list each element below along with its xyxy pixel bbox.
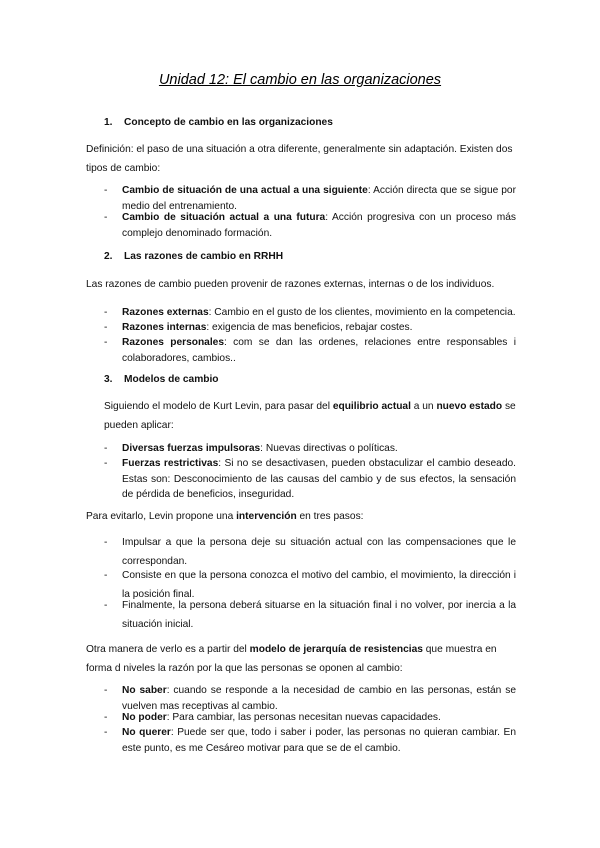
bullet-dash: - [104,307,108,318]
levin-paragraph: Siguiendo el modelo de Kurt Levin, para pasar del equilibrio actual a un nuevo estado se pueden aplicar: [104,401,516,431]
bullet-dash: - [104,337,108,348]
reasons-paragraph: Las razones de cambio pueden provenir de razones externas, internas o de los individuos. [86,279,495,290]
bullet-dash: - [104,322,108,333]
section-3-heading: 3. Modelos de cambio [104,374,219,385]
bullet-dash: - [104,712,108,723]
bullet-dash: - [104,185,108,196]
section-2-heading: 2. Las razones de cambio en RRHH [104,251,284,262]
bullet-dash: - [104,443,108,454]
definition-paragraph: Definición: el paso de una situación a otra diferente, generalmente sin adaptación. Existen dos tipos de cambio: [86,144,513,174]
bullet-dash: - [104,727,108,738]
bullet-dash: - [104,458,108,469]
page-title: Unidad 12: El cambio en las organizaciones [158,72,442,88]
bullet-dash: - [104,685,108,696]
document-page: Unidad 12: El cambio en las organizaciones 1. Concepto de cambio en las organizaciones Definición: el paso de una situación a otra diferente, generalmente sin adaptación. Existen dos tipos de cambio: - Cambio de situación de una actual a una siguiente: Acción directa que se sigue por medio del entrenamiento. - Cambio de situación actual a una futura: Acción progresiva con un proceso más complejo denominado formación. 2. Las razones de cambio en RRHH Las razones de cambio pueden provenir de razones externas, internas o de los individuos. - Razones externas: Cambio en el gusto de los clientes, movimiento en la competencia. - Razones internas: exigencia de mas beneficios, rebajar costes. - Razones personales: com se dan las ordenes, relaciones entre responsables i colaboradores, cambios.. 3. Modelos de cambio Siguiendo el modelo de Kurt Levin, para pasar del equilibrio actual a un nuevo estado se pueden aplicar: - Diversas fuerzas impulsoras: Nuevas directivas o políticas. - Fuerzas restrictivas: Si no se desactivasen, pueden obstaculizar el cambio deseado. Estas son: Desconocimiento de las causas del cambio y de sus efectos, la sensación de pérdida de beneficios, inseguridad. Para evitarlo, Levin propone una intervención en tres pasos: - Impulsar a que la persona deje su situación actual con las compensaciones que le correspondan. - Consiste en que la persona conozca el motivo del cambio, el movimiento, la dirección i la posición final. - Finalmente, la persona deberá situarse en la situación final i no volver, por inercia a la situación inicial. Otra manera de verlo es a partir del modelo de jerarquía de resistencias que muestra en forma d niveles la razón por la que las personas se oponen al cambio: - No saber: cuando se responde a la necesidad de cambio en las personas, están se vuelven mas receptivas al cambio. - No poder: Para cambiar, las personas necesitan nuevas capacidades. - No querer: Puede ser que, todo i saber i poder, las personas no quieran cambiar. En este punto, es me Cesáreo motivar para que se de el cambio. [0,0,600,848]
bullet-dash: - [104,570,108,581]
resistance-paragraph: Otra manera de verlo es a partir del modelo de jerarquía de resistencias que muestra en forma d niveles la razón por la que las personas se oponen al cambio: [86,644,497,674]
bullet-dash: - [104,212,108,223]
section-1-heading: 1. Concepto de cambio en las organizaciones [104,117,333,128]
bullet-dash: - [104,537,108,548]
bullet-dash: - [104,600,108,611]
intervention-paragraph: Para evitarlo, Levin propone una intervención en tres pasos: [86,511,364,522]
